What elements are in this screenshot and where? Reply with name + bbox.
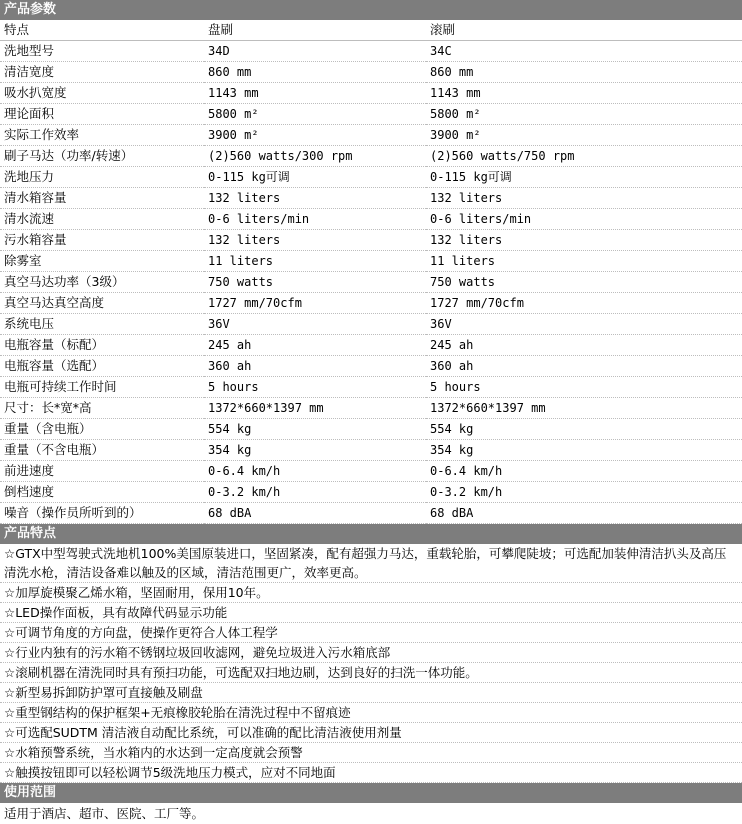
- params-section-header: 产品参数: [0, 0, 742, 20]
- disc-brush-value: 554 kg: [204, 419, 426, 440]
- disc-brush-value: 360 ah: [204, 356, 426, 377]
- roller-brush-value: 0-3.2 km/h: [426, 482, 742, 503]
- disc-brush-value: 354 kg: [204, 440, 426, 461]
- roller-brush-value: 1727 mm/70cfm: [426, 293, 742, 314]
- features-section-header: 产品特点: [0, 524, 742, 544]
- disc-brush-value: 132 liters: [204, 188, 426, 209]
- disc-brush-value: 1727 mm/70cfm: [204, 293, 426, 314]
- table-row: [0, 62, 742, 83]
- param-name: 噪音（操作员所听到的）: [0, 503, 204, 524]
- disc-brush-value: 3900 m²: [204, 125, 426, 146]
- param-name: 吸水扒宽度: [0, 83, 204, 104]
- table-row: [0, 440, 742, 461]
- param-name: 倒档速度: [0, 482, 204, 503]
- param-name: 污水箱容量: [0, 230, 204, 251]
- disc-brush-value: 36V: [204, 314, 426, 335]
- features-list: [0, 544, 742, 783]
- roller-brush-value: 0-6.4 km/h: [426, 461, 742, 482]
- roller-brush-value: 5 hours: [426, 377, 742, 398]
- table-row: [0, 293, 742, 314]
- table-row: [0, 83, 742, 104]
- feature-item: ☆新型易拆卸防护罩可直接触及刷盘: [0, 683, 742, 703]
- param-name: 真空马达功率（3级）: [0, 272, 204, 293]
- param-name: 除雾室: [0, 251, 204, 272]
- param-name: 尺寸：长*宽*高: [0, 398, 204, 419]
- usage-section-header: 使用范围: [0, 783, 742, 803]
- param-name: 真空马达真空高度: [0, 293, 204, 314]
- disc-brush-value: 34D: [204, 41, 426, 62]
- disc-brush-value: 0-115 kg可调: [204, 167, 426, 188]
- roller-brush-value: 0-115 kg可调: [426, 167, 742, 188]
- usage-text: 适用于酒店、超市、医院、工厂等。: [4, 806, 205, 821]
- roller-brush-value: 1143 mm: [426, 83, 742, 104]
- param-name: 重量（含电瓶）: [0, 419, 204, 440]
- disc-brush-value: 68 dBA: [204, 503, 426, 524]
- roller-brush-value: 36V: [426, 314, 742, 335]
- roller-brush-value: 1372*660*1397 mm: [426, 398, 742, 419]
- param-name: 清洁宽度: [0, 62, 204, 83]
- disc-brush-value: 盘刷: [204, 20, 426, 41]
- disc-brush-value: 860 mm: [204, 62, 426, 83]
- roller-brush-value: 354 kg: [426, 440, 742, 461]
- disc-brush-value: 132 liters: [204, 230, 426, 251]
- param-name: 前进速度: [0, 461, 204, 482]
- roller-brush-value: 132 liters: [426, 230, 742, 251]
- roller-brush-value: 360 ah: [426, 356, 742, 377]
- param-name: 实际工作效率: [0, 125, 204, 146]
- disc-brush-value: 0-6.4 km/h: [204, 461, 426, 482]
- table-row: [0, 314, 742, 335]
- param-name: 重量（不含电瓶）: [0, 440, 204, 461]
- param-name: 特点: [0, 20, 204, 41]
- disc-brush-value: 5 hours: [204, 377, 426, 398]
- disc-brush-value: 0-6 liters/min: [204, 209, 426, 230]
- table-row: [0, 482, 742, 503]
- table-row: [0, 146, 742, 167]
- table-row: [0, 335, 742, 356]
- roller-brush-value: 滚刷: [426, 20, 742, 41]
- feature-item: ☆GTX中型驾驶式洗地机100%美国原装进口，坚固紧凑，配有超强力马达，重载轮胎，可攀爬陡坡；可选配加装伸清洁扒头及高压清洗水枪，清洁设备难以触及的区域，清洁范围更广，效率更高。: [0, 544, 742, 583]
- feature-item: ☆水箱预警系统，当水箱内的水达到一定高度就会预警: [0, 743, 742, 763]
- table-row: [0, 104, 742, 125]
- roller-brush-value: 5800 m²: [426, 104, 742, 125]
- param-name: 电瓶容量（标配）: [0, 335, 204, 356]
- table-row: [0, 188, 742, 209]
- roller-brush-value: 3900 m²: [426, 125, 742, 146]
- disc-brush-value: 1372*660*1397 mm: [204, 398, 426, 419]
- roller-brush-value: 68 dBA: [426, 503, 742, 524]
- feature-item: ☆加厚旋模聚乙烯水箱，坚固耐用，保用10年。: [0, 583, 742, 603]
- roller-brush-value: 860 mm: [426, 62, 742, 83]
- roller-brush-value: 245 ah: [426, 335, 742, 356]
- roller-brush-value: 750 watts: [426, 272, 742, 293]
- disc-brush-value: 1143 mm: [204, 83, 426, 104]
- table-row: [0, 125, 742, 146]
- table-header-row: [0, 20, 742, 41]
- roller-brush-value: (2)560 watts/750 rpm: [426, 146, 742, 167]
- disc-brush-value: 750 watts: [204, 272, 426, 293]
- table-row: [0, 272, 742, 293]
- roller-brush-value: 34C: [426, 41, 742, 62]
- table-row: [0, 209, 742, 230]
- roller-brush-value: 11 liters: [426, 251, 742, 272]
- disc-brush-value: 11 liters: [204, 251, 426, 272]
- param-name: 清水箱容量: [0, 188, 204, 209]
- param-name: 系统电压: [0, 314, 204, 335]
- disc-brush-value: 0-3.2 km/h: [204, 482, 426, 503]
- table-row: [0, 461, 742, 482]
- param-name: 洗地压力: [0, 167, 204, 188]
- param-name: 清水流速: [0, 209, 204, 230]
- disc-brush-value: 245 ah: [204, 335, 426, 356]
- table-row: [0, 167, 742, 188]
- table-row: [0, 398, 742, 419]
- table-row: [0, 419, 742, 440]
- table-row: [0, 41, 742, 62]
- feature-item: ☆LED操作面板，具有故障代码显示功能: [0, 603, 742, 623]
- params-table: [0, 20, 742, 524]
- disc-brush-value: (2)560 watts/300 rpm: [204, 146, 426, 167]
- feature-item: ☆行业内独有的污水箱不锈钢垃圾回收滤网，避免垃圾进入污水箱底部: [0, 643, 742, 663]
- disc-brush-value: 5800 m²: [204, 104, 426, 125]
- roller-brush-value: 0-6 liters/min: [426, 209, 742, 230]
- table-row: [0, 251, 742, 272]
- table-row: [0, 503, 742, 524]
- feature-item: ☆可调节角度的方向盘，使操作更符合人体工程学: [0, 623, 742, 643]
- feature-item: ☆重型钢结构的保护框架+无痕橡胶轮胎在清洗过程中不留痕迹: [0, 703, 742, 723]
- roller-brush-value: 554 kg: [426, 419, 742, 440]
- table-row: [0, 230, 742, 251]
- param-name: 洗地型号: [0, 41, 204, 62]
- feature-item: ☆滚刷机器在清洗同时具有预扫功能，可选配双扫地边刷，达到良好的扫洗一体功能。: [0, 663, 742, 683]
- table-row: [0, 356, 742, 377]
- table-row: [0, 377, 742, 398]
- feature-item: ☆可选配SUDTM 清洁液自动配比系统，可以准确的配比清洁液使用剂量: [0, 723, 742, 743]
- param-name: 电瓶可持续工作时间: [0, 377, 204, 398]
- param-name: 电瓶容量（选配）: [0, 356, 204, 377]
- roller-brush-value: 132 liters: [426, 188, 742, 209]
- param-name: 刷子马达（功率/转速）: [0, 146, 204, 167]
- feature-item: ☆触摸按钮即可以轻松调节5级洗地压力模式，应对不同地面: [0, 763, 742, 783]
- param-name: 理论面积: [0, 104, 204, 125]
